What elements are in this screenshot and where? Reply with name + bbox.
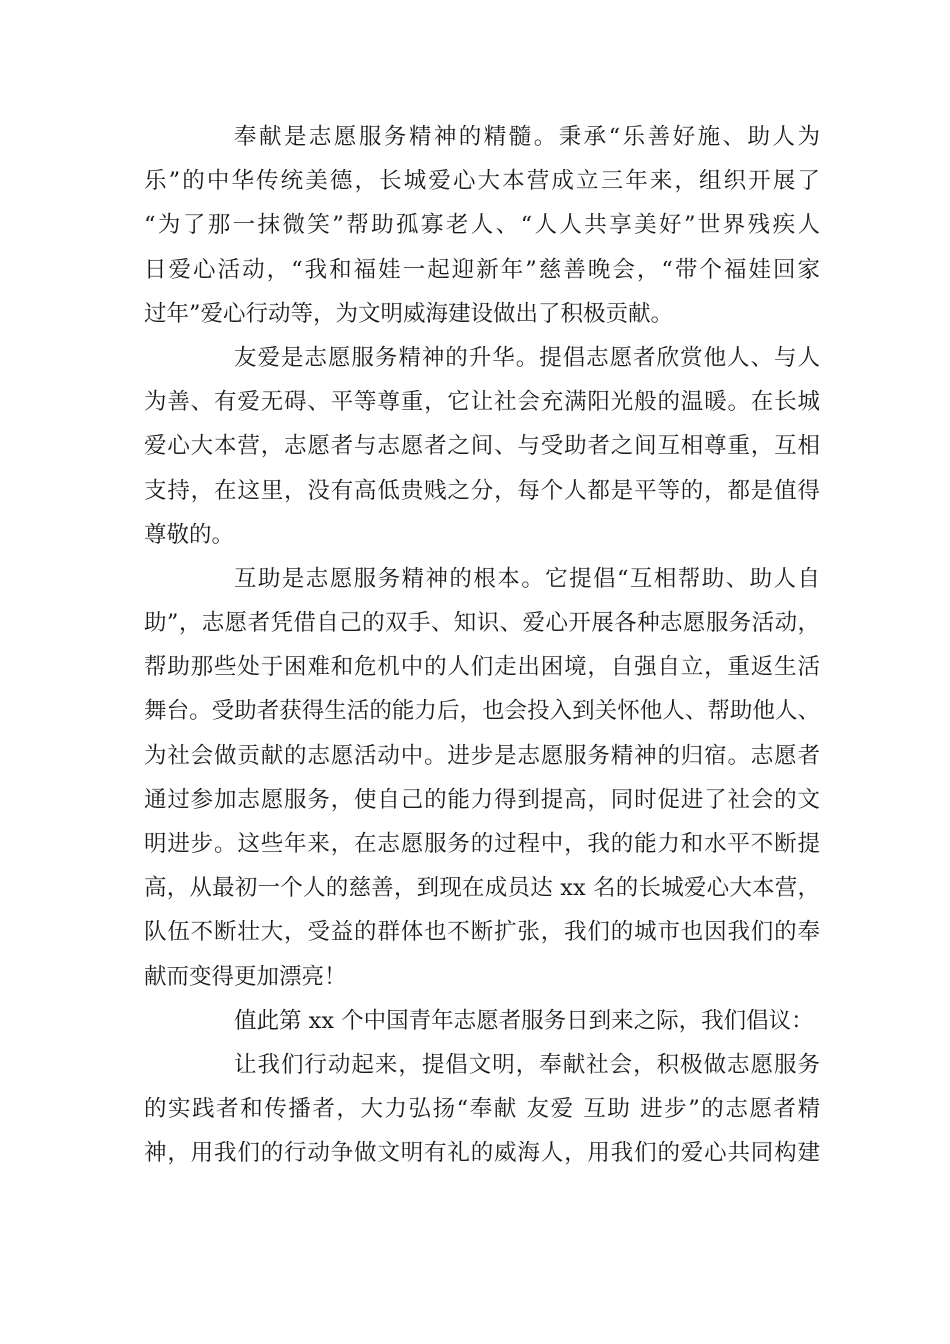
text-line: 助”，志愿者凭借自己的双手、知识、爱心开展各种志愿服务活动， xyxy=(144,610,820,637)
text-line: 支持，在这里，没有高低贵贱之分，每个人都是平等的，都是值得 xyxy=(144,477,820,504)
text-line: 互助是志愿服务精神的根本。它提倡“互相帮助、助人自 xyxy=(234,565,820,592)
text-line: 爱心大本营，志愿者与志愿者之间、与受助者之间互相尊重，互相 xyxy=(144,433,820,460)
text-line: 让我们行动起来，提倡文明，奉献社会，积极做志愿服务 xyxy=(234,1051,820,1078)
paragraph-dedication xyxy=(144,115,820,336)
paragraph-proposal xyxy=(144,1043,820,1176)
text-line: 过年”爱心行动等，为文明威海建设做出了积极贡献。 xyxy=(144,300,674,327)
paragraph-friendship xyxy=(144,336,820,557)
text-line: 神，用我们的行动争做文明有礼的威海人，用我们的爱心共同构建 xyxy=(144,1140,820,1167)
text-line: 为善、有爱无碍、平等尊重，它让社会充满阳光般的温暖。在长城 xyxy=(144,389,820,416)
text-line: 通过参加志愿服务，使自己的能力得到提高，同时促进了社会的文 xyxy=(144,786,820,813)
text-line: 明进步。这些年来，在志愿服务的过程中，我的能力和水平不断提 xyxy=(144,831,820,857)
paragraph-mutual-aid xyxy=(144,557,820,999)
text-line: 献而变得更加漂亮！ xyxy=(144,963,347,990)
text-line: 帮助那些处于困难和危机中的人们走出困境，自强自立，重返生活 xyxy=(144,654,820,681)
text-line: 值此第 xx 个中国青年志愿者服务日到来之际，我们倡议： xyxy=(234,1007,814,1034)
text-line: 队伍不断壮大，受益的群体也不断扩张，我们的城市也因我们的奉 xyxy=(144,919,820,946)
document-body xyxy=(144,115,820,1176)
text-line: 舞台。受助者获得生活的能力后，也会投入到关怀他人、帮助他人、 xyxy=(144,698,820,725)
text-line: 友爱是志愿服务精神的升华。提倡志愿者欣赏他人、与人 xyxy=(234,344,820,371)
text-line: 的实践者和传播者，大力弘扬“奉献 友爱 互助 进步”的志愿者精 xyxy=(144,1096,820,1123)
text-line: 日爱心活动，“我和福娃一起迎新年”慈善晚会，“带个福娃回家 xyxy=(144,256,820,283)
paragraph-occasion xyxy=(144,999,820,1043)
text-line: 乐”的中华传统美德，长城爱心大本营成立三年来，组织开展了 xyxy=(144,168,820,195)
text-line: 高，从最初一个人的慈善，到现在成员达 xx 名的长城爱心大本营， xyxy=(144,875,820,902)
text-line: 为社会做贡献的志愿活动中。进步是志愿服务精神的归宿。志愿者 xyxy=(144,742,820,769)
text-line: “为了那一抹微笑”帮助孤寡老人、“人人共享美好”世界残疾人 xyxy=(144,212,820,239)
text-line: 尊敬的。 xyxy=(144,521,235,548)
text-line: 奉献是志愿服务精神的精髓。秉承“乐善好施、助人为 xyxy=(234,124,820,150)
